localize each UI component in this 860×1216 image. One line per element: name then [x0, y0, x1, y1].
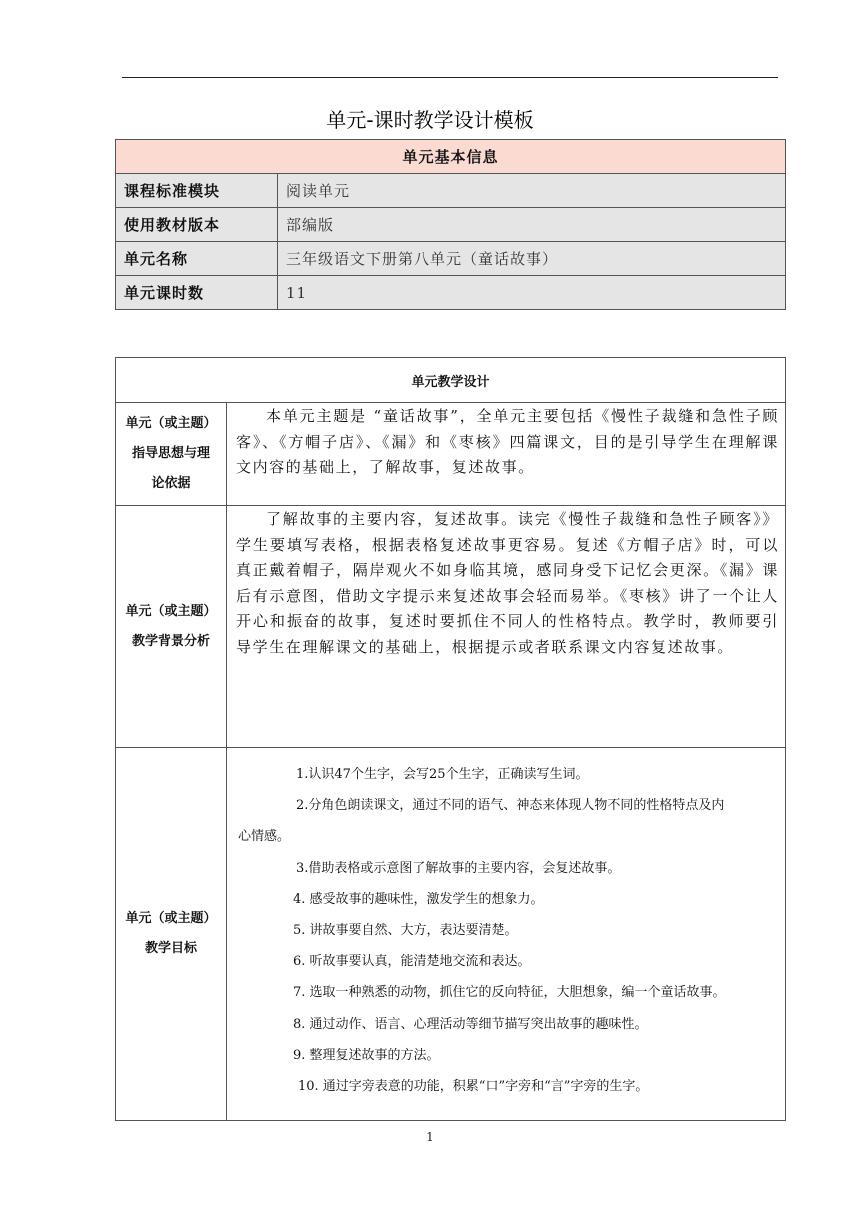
unit-design-heading: 单元教学设计 [116, 358, 786, 403]
row-value: 三年级语文下册第八单元（童话故事） [278, 242, 786, 276]
table-row [116, 276, 786, 310]
table-row [116, 174, 786, 208]
guide-row [116, 403, 786, 506]
goals-list [228, 749, 784, 1102]
background-content [227, 506, 786, 748]
list-item: 5. 讲故事要自然、大方，表达要清楚。 [293, 922, 518, 938]
label-line: 论依据 [151, 476, 191, 491]
background-text: 了解故事的主要内容，复述故事。读完《慢性子裁缝和急性子顾客》》学生要填写表格，根据表格复述故事更容易。复述《方帽子店》时，可以真正戴着帽子，隔岸观火不如身临其境，感同身受下记忆会更深。《漏》课后有示意图，借助文字提示来复述故事会轻而易举。《枣核》讲了一个让人开心和振奋的故事，复述时要抓住不同人的性格特点。教学时，教师要引导学生在理解课文的基础上，根据提示或者联系课文内容复述故事。 [236, 510, 779, 656]
list-item: 3.借助表格或示意图了解故事的主要内容，会复述故事。 [296, 860, 621, 876]
goals-content [227, 748, 786, 1121]
page-number: 1 [426, 1130, 434, 1144]
basic-info-heading: 单元基本信息 [116, 140, 786, 174]
list-item: 10. 通过字旁表意的功能，积累“口”字旁和“言”字旁的生字。 [298, 1078, 649, 1094]
list-item: 1.认识47个生字，会写25个生字，正确读写生词。 [296, 767, 589, 782]
row-label: 单元课时数 [116, 276, 278, 310]
list-item: 4. 感受故事的趣味性，激发学生的想象力。 [293, 891, 544, 907]
background-label [116, 506, 227, 748]
row-value: 11 [278, 276, 786, 310]
row-label: 课程标准模块 [116, 174, 278, 208]
unit-design-table [115, 357, 786, 1121]
goals-label [116, 748, 227, 1121]
label-line: 教学目标 [144, 941, 197, 956]
label-line: 指导思想与理 [131, 446, 210, 461]
row-label: 单元名称 [116, 242, 278, 276]
list-item: 9. 整理复述故事的方法。 [293, 1047, 440, 1063]
goals-row [116, 748, 786, 1121]
list-item: 6. 听故事要认真，能清楚地交流和表达。 [293, 954, 531, 970]
list-item: 7. 选取一种熟悉的动物，抓住它的反向特征，大胆想象，编一个童话故事。 [293, 985, 726, 1001]
list-item: 2.分角色朗读课文，通过不同的语气、神态来体现人物不同的性格特点及内 [296, 798, 725, 814]
table-row [116, 242, 786, 276]
label-line: 单元（或主题） [125, 911, 217, 926]
basic-info-table [115, 139, 786, 310]
row-value: 部编版 [278, 208, 786, 242]
row-value: 阅读单元 [278, 174, 786, 208]
row-label: 使用教材版本 [116, 208, 278, 242]
guide-text: 本单元主题是 “童话故事”，全单元主要包括《慢性子裁缝和急性子顾客》、《方帽子店》、《漏》和《枣核》四篇课文，目的是引导学生在理解课文内容的基础上，了解故事，复述故事。 [236, 407, 779, 476]
header-rule [122, 77, 778, 78]
label-line: 单元（或主题） [125, 603, 217, 619]
table-row [116, 208, 786, 242]
guide-label [116, 403, 227, 506]
background-row [116, 506, 786, 748]
guide-content [227, 403, 786, 506]
label-line: 单元（或主题） [125, 416, 217, 431]
list-item: 8. 通过动作、语言、心理活动等细节描写突出故事的趣味性。 [293, 1016, 648, 1032]
list-item: 心情感。 [238, 829, 291, 845]
document-title: 单元-课时教学设计模板 [326, 108, 534, 132]
label-line: 教学背景分析 [131, 633, 210, 649]
